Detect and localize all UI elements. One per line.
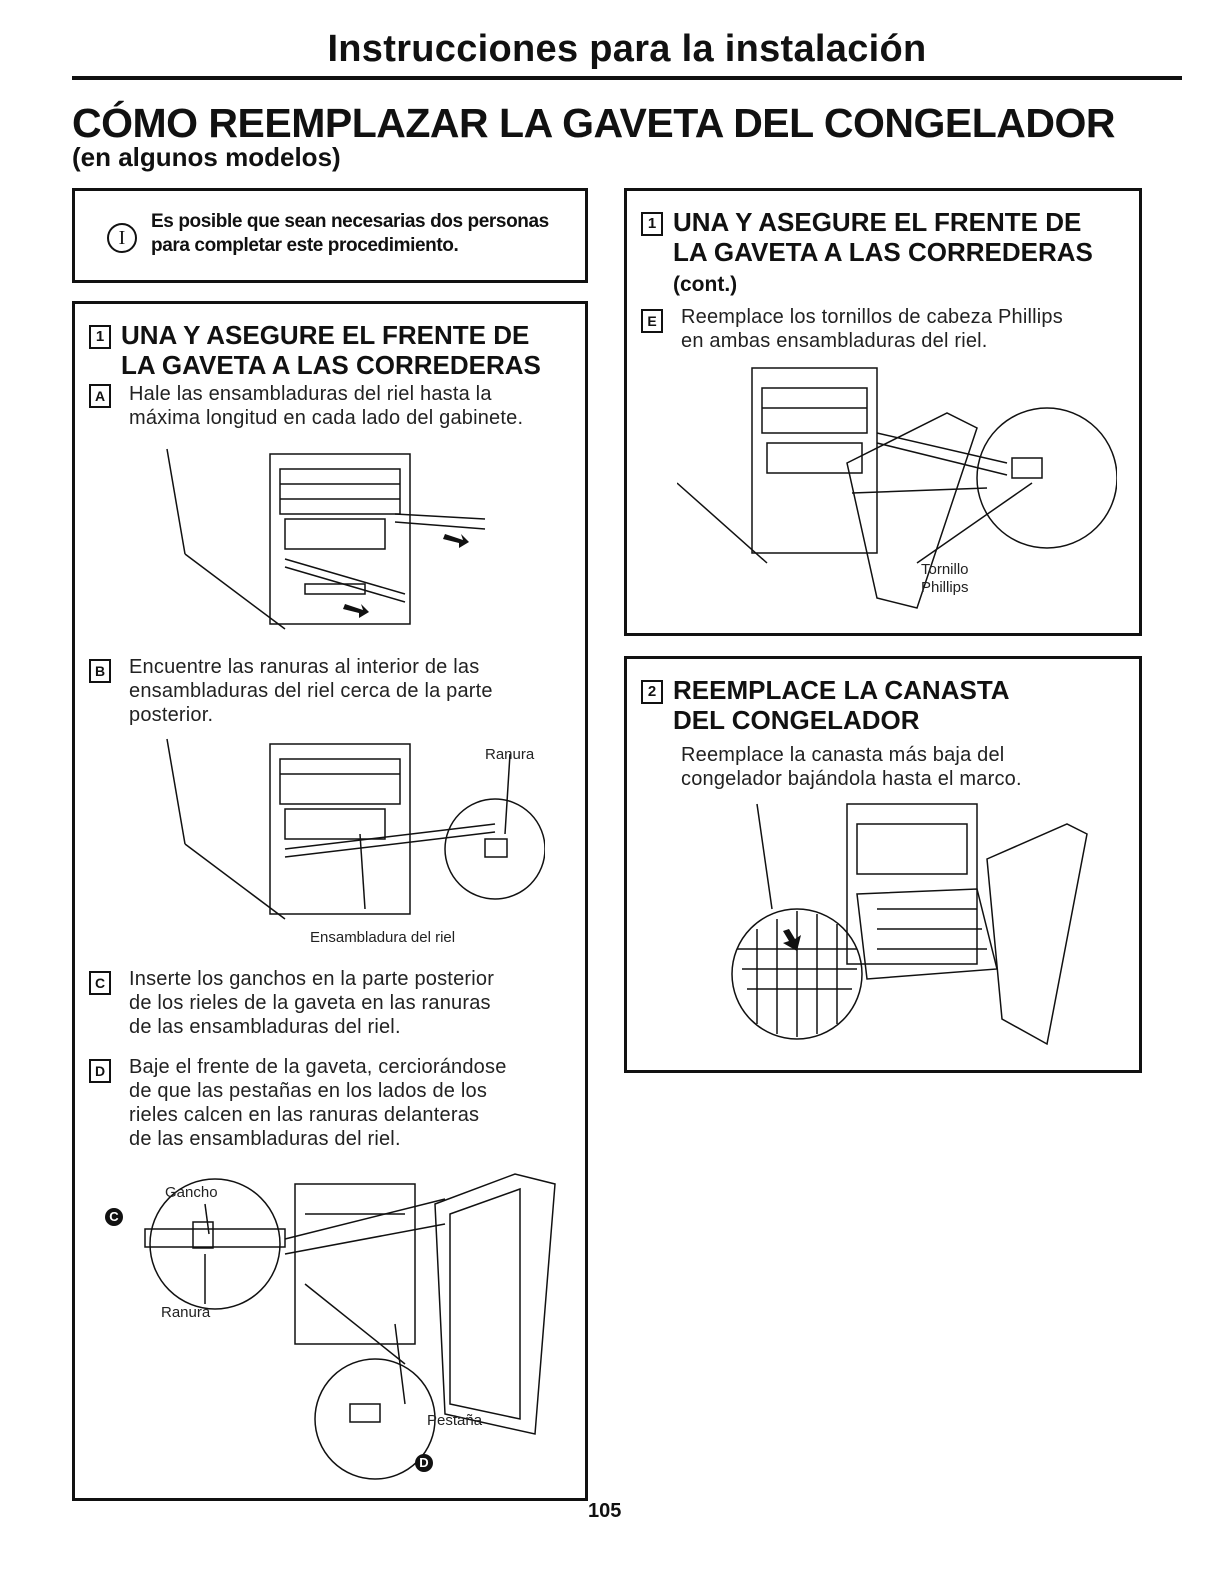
step-d-text: Baje el frente de la gaveta, cerciorándose de que las pestañas en los lados de los rieles calcen en las ranuras delanteras de las ensambladuras del riel. <box>129 1056 507 1150</box>
illustration-basket <box>717 799 1117 1049</box>
label-ensambladura: Ensambladura del riel <box>310 929 456 946</box>
section-2-box <box>624 656 1142 1073</box>
step-number-2: 2 <box>641 680 663 704</box>
illustration-rail-slot <box>155 734 545 934</box>
step-letter-c: C <box>89 971 111 995</box>
step-letter-e: E <box>641 309 663 333</box>
illustration-phillips-screw <box>677 363 1117 613</box>
step-number-1: 1 <box>89 325 111 349</box>
section-1-title: 1 UNA Y ASEGURE EL FRENTE DE LA GAVETA A LAS CORREDERAS <box>89 320 541 380</box>
badge-d-icon: D <box>415 1454 433 1472</box>
section-2-title: 2 REEMPLACE LA CANASTA DEL CONGELADOR <box>641 675 1010 735</box>
header-rule <box>72 76 1182 80</box>
page-title: CÓMO REEMPLAZAR LA GAVETA DEL CONGELADOR <box>72 100 1115 146</box>
step-letter-b: B <box>89 659 111 683</box>
note-line-1: Es posible que sean necesarias dos personas <box>151 211 549 232</box>
label-ranura-b: Ranura <box>485 746 535 763</box>
page-number: 105 <box>588 1500 622 1522</box>
section-1-cont-box <box>624 188 1142 636</box>
section-1-cont-title: 1 UNA Y ASEGURE EL FRENTE DE LA GAVETA A LAS CORREDERAS (cont.) <box>641 207 1093 300</box>
illustration-drawer-hook <box>105 1164 575 1494</box>
label-ranura-c: Ranura <box>161 1304 211 1321</box>
step-a-text: Hale las ensambladuras del riel hasta la máxima longitud en cada lado del gabinete. <box>129 383 524 429</box>
note-box <box>72 188 588 283</box>
section-1-box <box>72 301 588 1501</box>
page-subtitle: (en algunos modelos) <box>72 142 341 172</box>
badge-c-icon: C <box>105 1208 123 1226</box>
label-tornillo: Tornillo Phillips <box>921 561 969 596</box>
step-b-text: Encuentre las ranuras al interior de las ensambladuras del riel cerca de la parte posterior. <box>129 656 493 726</box>
label-gancho: Gancho <box>165 1184 218 1201</box>
note-line-2: para completar este procedimiento. <box>151 235 459 256</box>
label-pestana: Pestaña <box>427 1412 483 1429</box>
step-e-text: Reemplace los tornillos de cabeza Phillips en ambas ensambladuras del riel. <box>681 306 1063 352</box>
running-header: Instrucciones para la instalación <box>327 28 927 70</box>
info-circle-icon: I <box>107 223 137 253</box>
step-number-1-cont: 1 <box>641 212 663 236</box>
illustration-rail-extend <box>155 444 515 644</box>
step-c-text: Inserte los ganchos en la parte posterior de los rieles de la gaveta en las ranuras de las ensambladuras del riel. <box>129 968 495 1038</box>
step-letter-d: D <box>89 1059 111 1083</box>
section-2-text: Reemplace la canasta más baja del congelador bajándola hasta el marco. <box>681 744 1022 790</box>
step-letter-a: A <box>89 384 111 408</box>
